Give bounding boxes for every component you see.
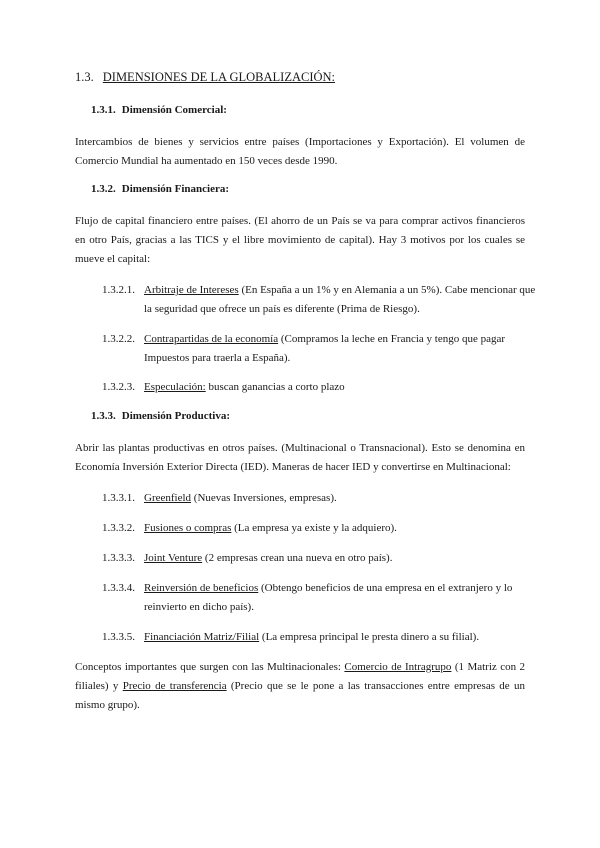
concept-term: Precio de transferencia bbox=[122, 680, 227, 692]
list-item-term: Financiación Matriz/Filial bbox=[144, 631, 260, 643]
productive-paragraph: Abrir las plantas productivas en otros países. (Multinacional o Transnacional). Esto se denomina en Economía Inversión Exterior Directa (IED). Maneras de hacer IED y convertirse en Multinacional: bbox=[75, 442, 525, 473]
subsection-heading-productive: 1.3.3. Dimensión Productiva: bbox=[91, 410, 231, 422]
document-page: 1.3. DIMENSIONES DE LA GLOBALIZACIÓN: 1.3.1. Dimensión Comercial: Intercambios de bienes y servicios entre países (Importaciones y Exportación). El volumen de Comercio Mundial ha aumentado en 150 veces desde 1990. 1.3.2. Dimensión Financiera: Flujo de capital financiero entre países. (El ahorro de un País se va para comprar activos financieros en otro País, gracias a las TICS y el libre movimiento de capital). Hay 3 motivos por los cuales se mueve el capital: 1.3.2.1. Arbitraje de Intereses (En España a un 1% y en Alemania a un 5%). Cabe mencionar que la seguridad que ofrece un país es diferente (Prima de Riesgo). 1.3.2.2. Contrapartidas de la economía (Compramos la leche en Francia y tengo que pagar Impuestos para traerla a España). 1.3.2.3. Especulación: buscan ganancias a corto plazo 1.3.3. Dimensión Productiva: Abrir las plantas productivas en otros países. (Multinacional o Transnacional). Esto se denomina en Economía Inversión Exterior Directa (IED). Maneras de hacer IED y convertirse en Multinacional: 1.3.3.1. Greenfield (Nuevas Inversiones, empresas). 1.3.3.2. Fusiones o compras (La empresa ya existe y la adquiero). 1.3.3.3. Joint Venture (2 empresas crean una nueva en otro país). 1.3.3.4. Reinversión de beneficios (Obtengo beneficios de una empresa en el extranjero y lo reinvierto en dicho país). 1.3.3.5. Financiación Matriz/Filial (La empresa principal le presta dinero a su filial). Conceptos importantes que surgen con las Multinacionales: Comercio de Intragrupo (1 Matriz con 2 filiales) y Precio de transferencia (Precio que se le pone a las transacciones entre empresas de un mismo grupo). bbox=[0, 0, 600, 848]
concepts-paragraph: Conceptos importantes que surgen con las Multinacionales: Comercio de Intragrupo (1 Matriz con 2 filiales) y Precio de transferencia (Precio que se le pone a las transacciones entre empresas de un mismo grupo). bbox=[75, 661, 526, 711]
list-item-term: Contrapartidas de la economía bbox=[144, 333, 279, 345]
list-item-term: Especulación: bbox=[144, 381, 206, 393]
section-heading bbox=[75, 70, 335, 85]
list-item-term: Fusiones o compras bbox=[144, 522, 232, 534]
list-item-term: Joint Venture bbox=[144, 552, 203, 564]
subsection-heading-commercial: 1.3.1. Dimensión Comercial: bbox=[91, 104, 227, 116]
list-item-term: Reinversión de beneficios bbox=[144, 582, 259, 594]
subsection-heading-financial: 1.3.2. Dimensión Financiera: bbox=[91, 183, 229, 195]
section-number: 1.3. bbox=[75, 70, 94, 84]
commercial-paragraph: Intercambios de bienes y servicios entre países (Importaciones y Exportación). El volumen de Comercio Mundial ha aumentado en 150 veces desde 1990. bbox=[75, 136, 525, 167]
list-item-term: Greenfield bbox=[144, 492, 192, 504]
list-item-term: Arbitraje de Intereses bbox=[144, 284, 239, 296]
section-title: DIMENSIONES DE LA GLOBALIZACIÓN: bbox=[102, 70, 336, 84]
concept-term: Comercio de Intragrupo bbox=[344, 661, 452, 673]
financial-paragraph: Flujo de capital financiero entre países. (El ahorro de un País se va para comprar activos financieros en otro País, gracias a las TICS y el libre movimiento de capital). Hay 3 motivos por los cuales se mueve el capital: bbox=[75, 215, 525, 265]
